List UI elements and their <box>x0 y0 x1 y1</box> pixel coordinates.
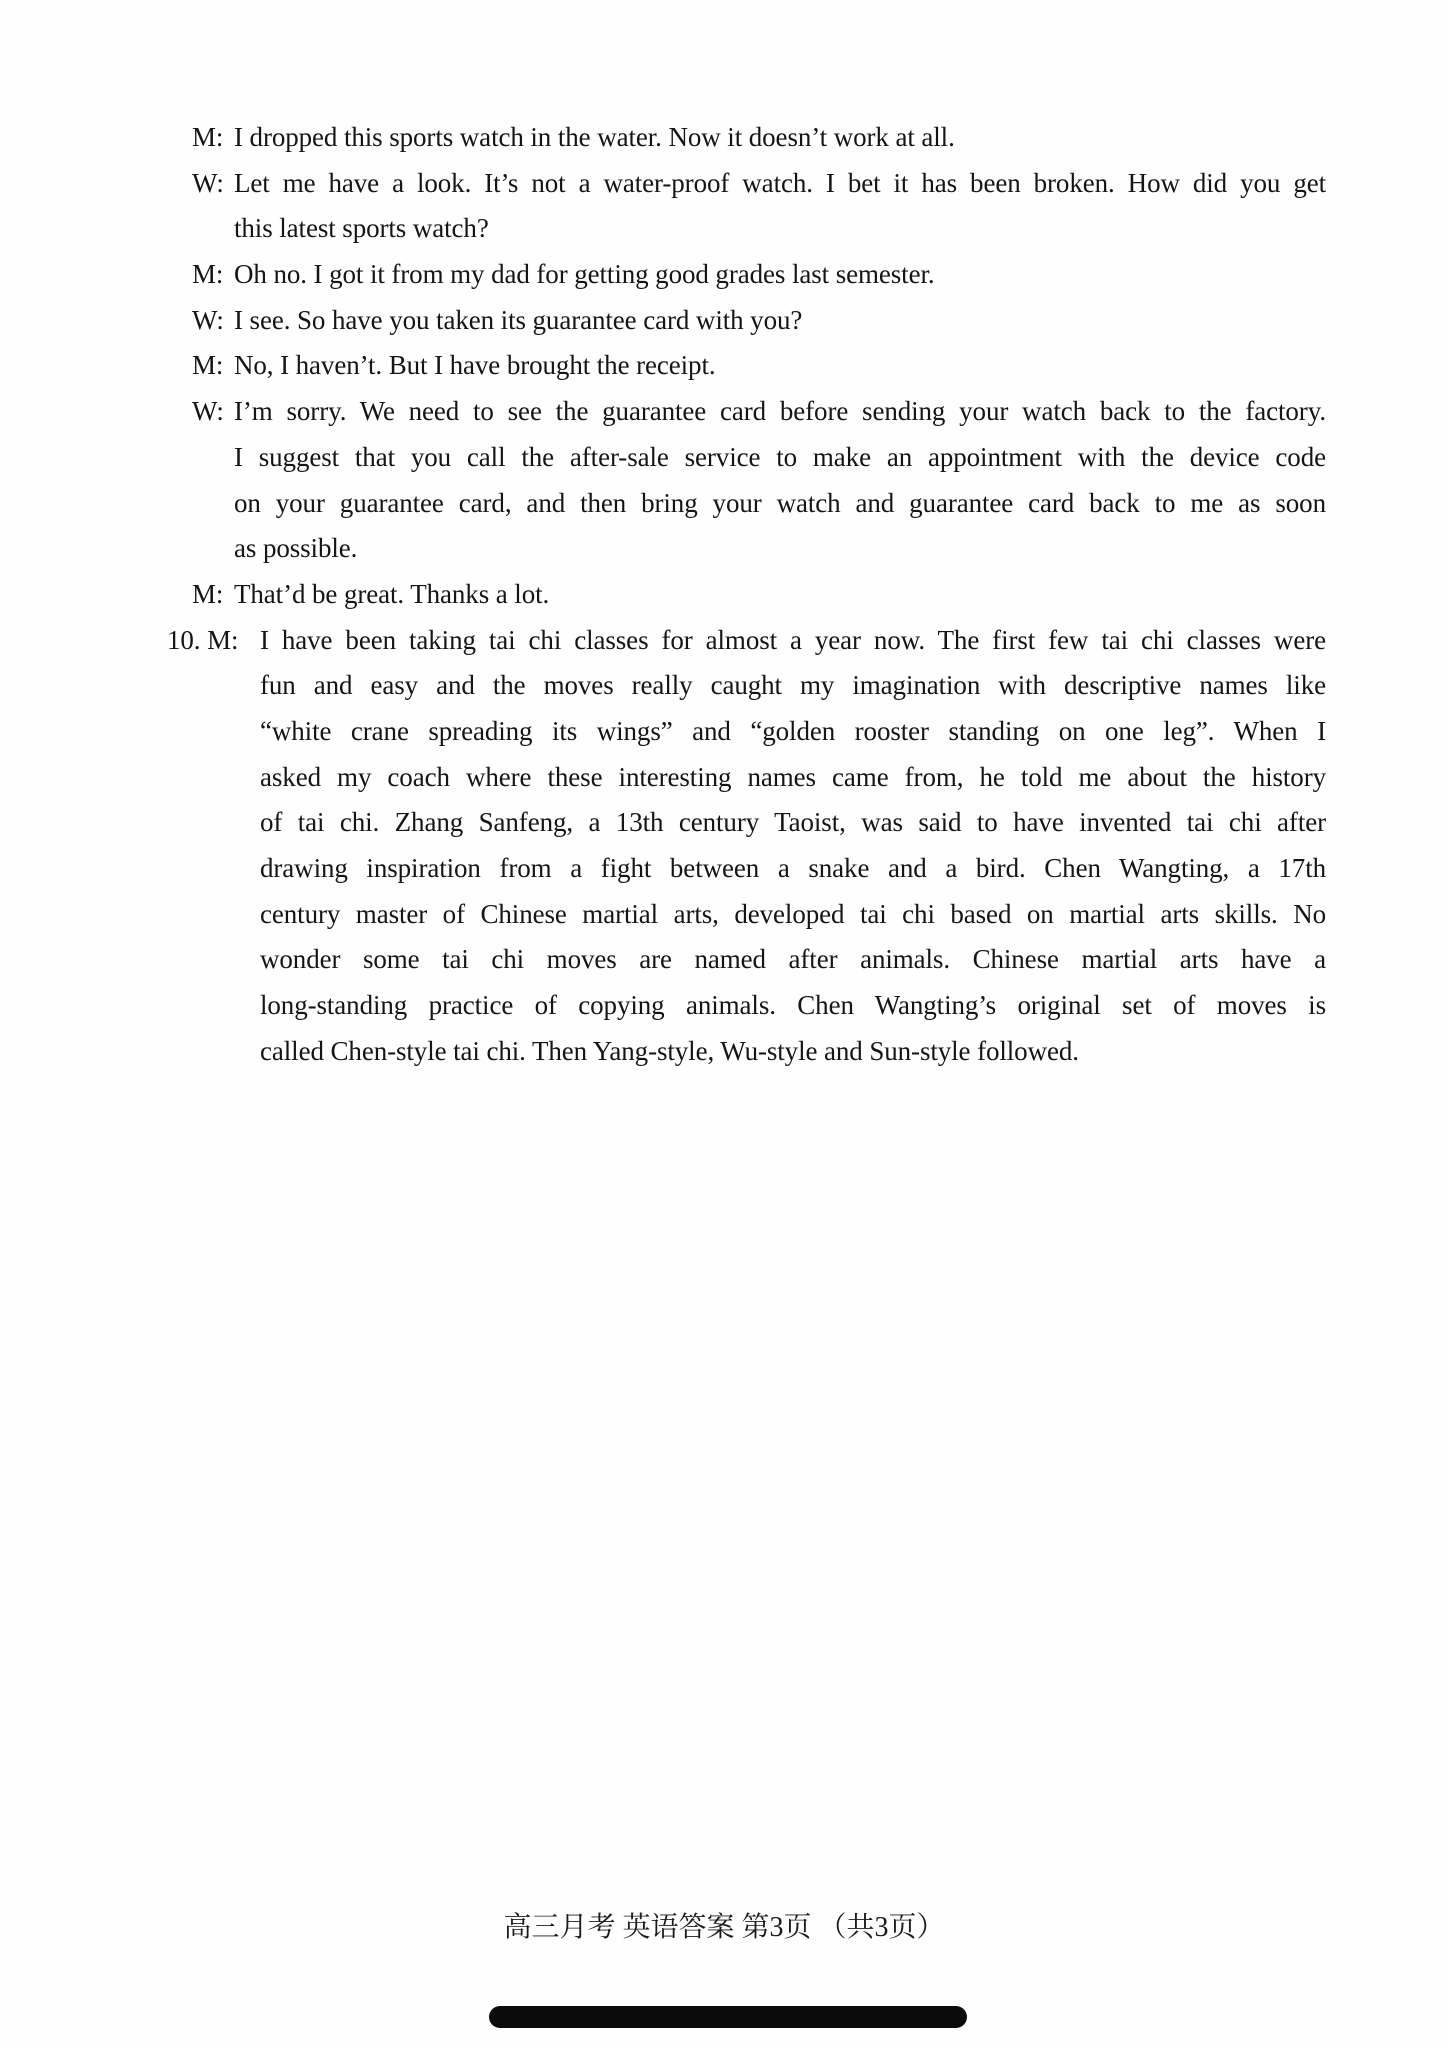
transcript-text: I see. So have you taken its guarantee card with you? <box>234 304 803 335</box>
transcript-line <box>0 937 1448 983</box>
transcript-text: I have been taking tai chi classes for almost a year now. The first few tai chi classes were <box>260 624 1326 655</box>
transcript-text: drawing inspiration from a fight between a snake and a bird. Chen Wangting, a 17th <box>260 853 1326 883</box>
transcript-text: “white crane spreading its wings” and “golden rooster standing on one leg”. When I <box>260 715 1326 746</box>
transcript-line <box>0 983 1448 1029</box>
transcript-text: on your guarantee card, and then bring your watch and guarantee card back to me as soon <box>234 487 1326 518</box>
transcript-text: wonder some tai chi moves are named after animals. Chinese martial arts have a <box>260 944 1326 975</box>
listening-script <box>0 115 1448 1074</box>
transcript-line <box>0 572 1448 618</box>
page-footer-text: 高三月考 英语答案 第3页 （共3页） <box>503 1912 945 1943</box>
transcript-line <box>0 755 1448 801</box>
speaker-label: M: <box>192 259 224 290</box>
transcript-text: fun and easy and the moves really caught my imagination with descriptive names like <box>260 670 1326 701</box>
transcript-line <box>0 389 1448 435</box>
transcript-text: called Chen-style tai chi. Then Yang-style, Wu-style and Sun-style followed. <box>260 1035 1079 1066</box>
transcript-line <box>0 343 1448 389</box>
transcript-line <box>0 115 1448 161</box>
transcript-text: century master of Chinese martial arts, developed tai chi based on martial arts skills. No <box>260 898 1326 929</box>
transcript-text: Oh no. I got it from my dad for getting good grades last semester. <box>234 259 935 290</box>
transcript-text: I dropped this sports watch in the water. Now it doesn’t work at all. <box>234 122 955 152</box>
transcript-text: asked my coach where these interesting names came from, he told me about the history <box>260 761 1326 792</box>
transcript-line <box>0 846 1448 892</box>
transcript-line <box>0 481 1448 527</box>
transcript-line <box>0 709 1448 755</box>
transcript-text: of tai chi. Zhang Sanfeng, a 13th century Taoist, was said to have invented tai chi after <box>260 807 1326 838</box>
transcript-line <box>0 892 1448 938</box>
transcript-text: I suggest that you call the after-sale service to make an appointment with the device code <box>234 441 1326 472</box>
transcript-line <box>0 526 1448 572</box>
speaker-label: M: <box>192 122 224 152</box>
transcript-line <box>0 800 1448 846</box>
item-number-speaker-label: 10. M: <box>167 624 239 655</box>
transcript-text: long-standing practice of copying animals. Chen Wangting’s original set of moves is <box>260 990 1326 1021</box>
transcript-line <box>0 663 1448 709</box>
speaker-label: M: <box>192 350 224 381</box>
transcript-line <box>0 1029 1448 1075</box>
speaker-label: W: <box>192 167 224 198</box>
transcript-line <box>0 161 1448 207</box>
speaker-label: W: <box>192 304 224 335</box>
transcript-line <box>0 206 1448 252</box>
bottom-black-bar <box>489 2006 967 2028</box>
transcript-text: as possible. <box>234 533 358 564</box>
transcript-line <box>0 618 1448 664</box>
transcript-text: No, I haven’t. But I have brought the receipt. <box>234 350 716 381</box>
transcript-text: Let me have a look. It’s not a water-proof watch. I bet it has been broken. How did you get <box>234 167 1326 198</box>
transcript-text: this latest sports watch? <box>234 213 489 244</box>
transcript-text: I’m sorry. We need to see the guarantee card before sending your watch back to the factory. <box>234 396 1326 427</box>
transcript-line <box>0 435 1448 481</box>
speaker-label: M: <box>192 578 224 609</box>
transcript-line <box>0 298 1448 344</box>
transcript-text: That’d be great. Thanks a lot. <box>234 578 550 609</box>
transcript-line <box>0 252 1448 298</box>
speaker-label: W: <box>192 396 224 427</box>
